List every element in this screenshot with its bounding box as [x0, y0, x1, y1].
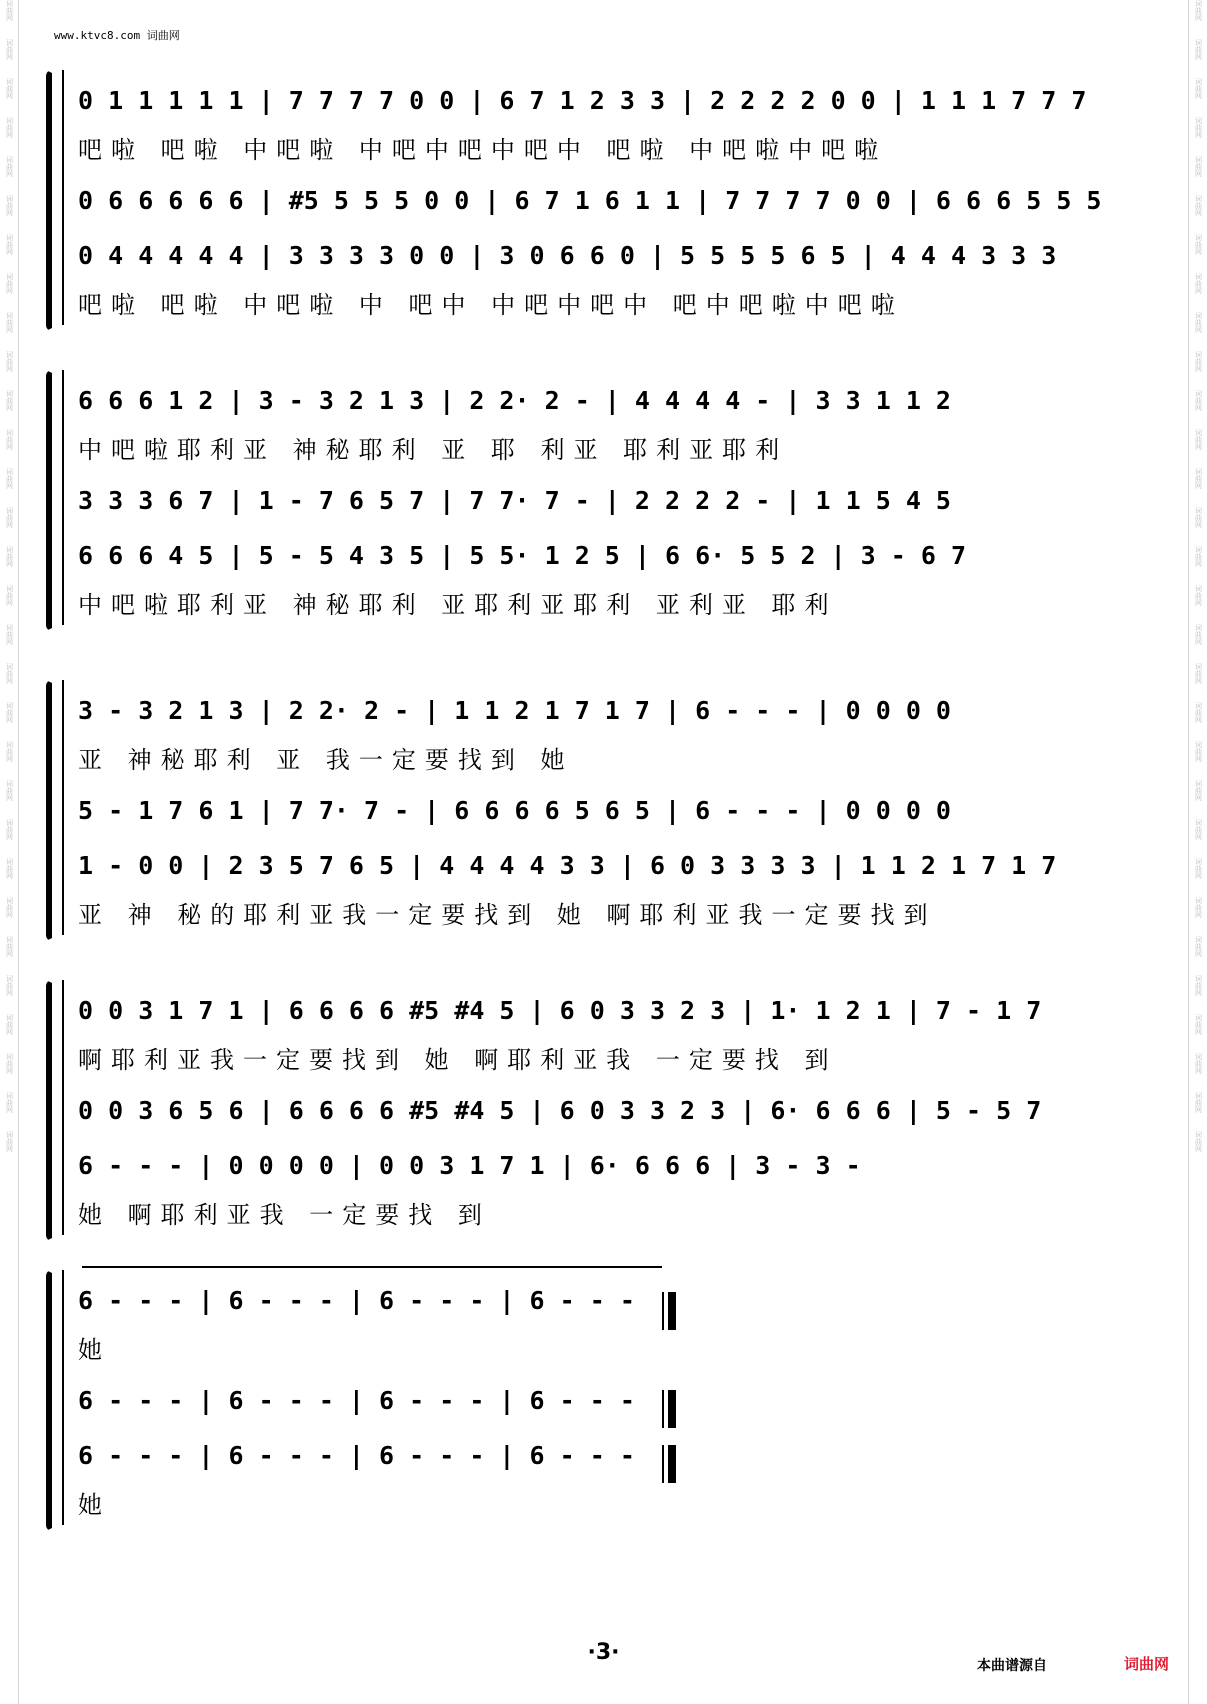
system-bar [62, 980, 64, 1235]
soprano-lyrics: 吧啦 吧啦 中吧啦 中吧中吧中吧中 吧啦 中吧啦中吧啦 [78, 135, 888, 164]
bass-lyrics: 中吧啦耶利亚 神秘耶利 亚耶利亚耶利 亚利亚 耶利 [78, 590, 838, 619]
alto-notes: 0 6 6 6 6 6 | #5 5 5 5 0 0 | 6 7 1 6 1 1 | 7 7 7 7 0 0 | 6 6 6 5 5 5 [78, 185, 1102, 215]
soprano-notes: 0 0 3 1 7 1 | 6 6 6 6 #5 #4 5 | 6 0 3 3 2 3 | 1· 1 2 1 | 7 - 1 7 [78, 995, 1042, 1025]
site-url[interactable]: www.ktvc8.com 词曲网 [54, 29, 180, 42]
right-margin-line [1188, 0, 1189, 1704]
system-brace [46, 1270, 58, 1531]
volta-line [82, 1266, 662, 1274]
soprano-notes: 0 1 1 1 1 1 | 7 7 7 7 0 0 | 6 7 1 2 3 3 | 2 2 2 2 0 0 | 1 1 1 7 7 7 [78, 85, 1087, 115]
final-barline-thick [668, 1390, 676, 1428]
score-system-2 [46, 370, 1166, 630]
alto-notes: 0 0 3 6 5 6 | 6 6 6 6 #5 #4 5 | 6 0 3 3 2 3 | 6· 6 6 6 | 5 - 5 7 [78, 1095, 1042, 1125]
bass-lyrics: 吧啦 吧啦 中吧啦 中 吧中 中吧中吧中 吧中吧啦中吧啦 [78, 290, 904, 319]
system-brace [46, 70, 58, 331]
final-barline-thin [662, 1390, 664, 1428]
bass-notes: 1 - 0 0 | 2 3 5 7 6 5 | 4 4 4 4 3 3 | 6 0 3 3 3 3 | 1 1 2 1 7 1 7 [78, 850, 1057, 880]
soprano-notes: 3 - 3 2 1 3 | 2 2· 2 - | 1 1 2 1 7 1 7 | 6 - - - | 0 0 0 0 [78, 695, 951, 725]
soprano-notes: 6 6 6 1 2 | 3 - 3 2 1 3 | 2 2· 2 - | 4 4 4 4 - | 3 3 1 1 2 [78, 385, 951, 415]
bass-lyrics: 她 [78, 1490, 111, 1519]
system-bar [62, 1270, 64, 1525]
right-watermark-strip: 词曲网 词曲网 词曲网 词曲网 词曲网 词曲网 词曲网 词曲网 词曲网 词曲网 词曲网 词曲网 词曲网 词曲网 词曲网 词曲网 词曲网 词曲网 词曲网 词曲网 词曲网 词曲网 词曲网 词曲网 词曲网 词曲网 词曲网 词曲网 词曲网 词曲网 [1194, 0, 1203, 1152]
left-watermark-strip: 词曲网 词曲网 词曲网 词曲网 词曲网 词曲网 词曲网 词曲网 词曲网 词曲网 词曲网 词曲网 词曲网 词曲网 词曲网 词曲网 词曲网 词曲网 词曲网 词曲网 词曲网 词曲网 词曲网 词曲网 词曲网 词曲网 词曲网 词曲网 词曲网 词曲网 [5, 0, 14, 1152]
system-bar [62, 70, 64, 325]
score-system-4 [46, 980, 1166, 1240]
source-site-logo[interactable]: 词曲网 [1124, 1655, 1170, 1673]
soprano-lyrics: 啊耶利亚我一定要找到 她 啊耶利亚我 一定要找 到 [78, 1045, 838, 1074]
soprano-notes: 6 - - - | 6 - - - | 6 - - - | 6 - - - [78, 1285, 635, 1315]
bass-notes: 6 - - - | 6 - - - | 6 - - - | 6 - - - [78, 1440, 635, 1470]
bass-notes: 6 - - - | 0 0 0 0 | 0 0 3 1 7 1 | 6· 6 6 6 | 3 - 3 - [78, 1150, 861, 1180]
page-number: ·3· [587, 1640, 620, 1665]
bass-notes: 0 4 4 4 4 4 | 3 3 3 3 0 0 | 3 0 6 6 0 | 5 5 5 5 6 5 | 4 4 4 3 3 3 [78, 240, 1057, 270]
source-label: 本曲谱源自 [977, 1658, 1047, 1674]
soprano-lyrics: 她 [78, 1335, 111, 1364]
system-brace [46, 980, 58, 1241]
left-margin-line [18, 0, 19, 1704]
system-bar [62, 370, 64, 625]
score-system-1 [46, 70, 1166, 330]
system-bar [62, 680, 64, 935]
final-barline-thick [668, 1445, 676, 1483]
alto-notes: 3 3 3 6 7 | 1 - 7 6 5 7 | 7 7· 7 - | 2 2 2 2 - | 1 1 5 4 5 [78, 485, 951, 515]
system-brace [46, 370, 58, 631]
score-system-3 [46, 680, 1166, 940]
final-barline-thick [668, 1292, 676, 1330]
bass-notes: 6 6 6 4 5 | 5 - 5 4 3 5 | 5 5· 1 2 5 | 6 6· 5 5 2 | 3 - 6 7 [78, 540, 967, 570]
alto-notes: 5 - 1 7 6 1 | 7 7· 7 - | 6 6 6 6 5 6 5 | 6 - - - | 0 0 0 0 [78, 795, 951, 825]
bass-lyrics: 亚 神 秘的耶利亚我一定要找到 她 啊耶利亚我一定要找到 [78, 900, 937, 929]
bass-lyrics: 她 啊耶利亚我 一定要找 到 [78, 1200, 491, 1229]
final-barline-thin [662, 1445, 664, 1483]
soprano-lyrics: 中吧啦耶利亚 神秘耶利 亚 耶 利亚 耶利亚耶利 [78, 435, 789, 464]
alto-notes: 6 - - - | 6 - - - | 6 - - - | 6 - - - [78, 1385, 635, 1415]
score-system-5 [46, 1270, 696, 1530]
final-barline-thin [662, 1292, 664, 1330]
system-brace [46, 680, 58, 941]
soprano-lyrics: 亚 神秘耶利 亚 我一定要找到 她 [78, 745, 574, 774]
